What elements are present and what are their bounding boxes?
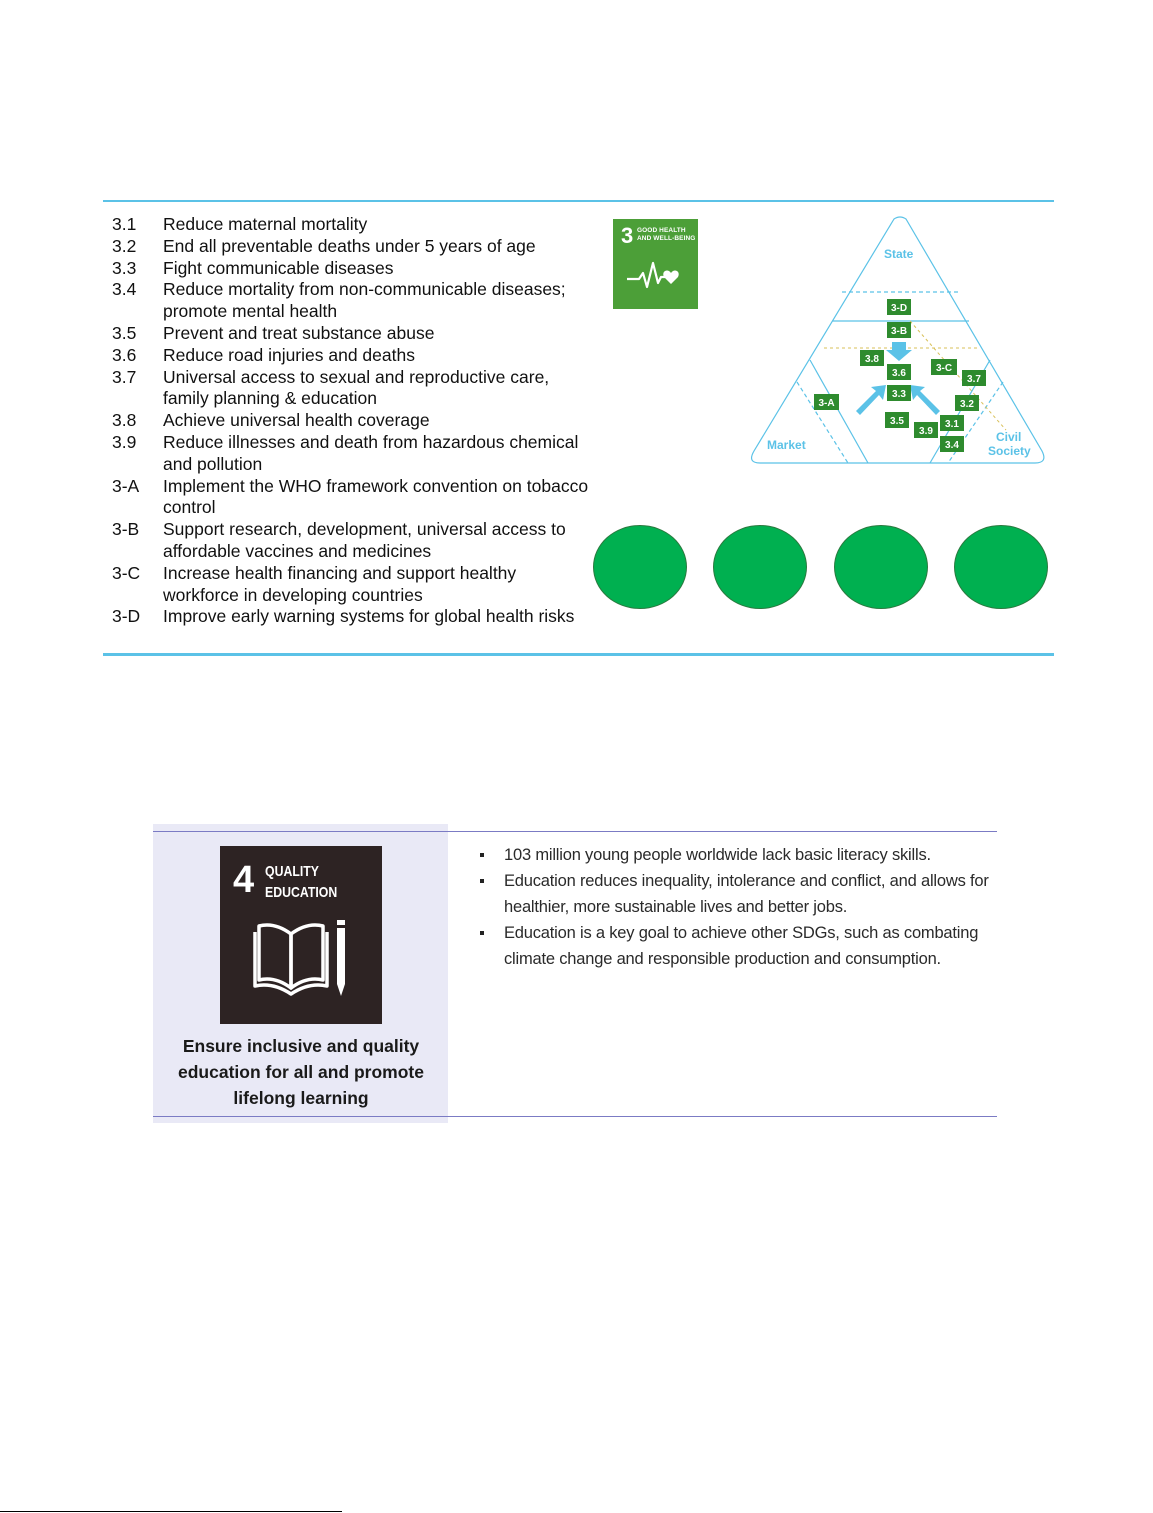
badge-label: 3.4 <box>945 440 959 451</box>
target-code: 3-B <box>112 519 140 540</box>
target-code: 3.3 <box>112 257 137 278</box>
target-item <box>112 279 592 323</box>
badge <box>887 364 911 380</box>
sdg4-fact-list <box>478 842 1003 972</box>
badge-label: 3-B <box>890 326 908 337</box>
badge-label: 3.2 <box>960 399 974 410</box>
badge-label: 3.5 <box>890 416 904 427</box>
badge <box>955 395 979 411</box>
badge-label: 3.9 <box>919 426 933 437</box>
target-code: 3-A <box>112 475 140 496</box>
target-item <box>112 432 592 476</box>
fact-item: Education is a key goal to achieve other SDGs, such as combating climate change and responsible production and consumption. <box>478 920 1003 972</box>
target-item <box>112 214 592 236</box>
civil-label: Civil <box>996 430 1022 444</box>
green-circle <box>834 525 928 609</box>
pyramid-guide <box>910 321 1006 430</box>
sdg3-number: 3 <box>621 223 634 248</box>
arrow-down-icon <box>886 342 912 361</box>
badge-label: 3-D <box>890 303 908 314</box>
society-label: Society <box>988 444 1031 458</box>
target-text: Improve early warning systems for global health risks <box>163 606 575 627</box>
target-text: Support research, development, universal access to affordable vaccines and medicines <box>163 519 566 561</box>
sdg4-title-line2: EDUCATION <box>265 884 338 901</box>
badge <box>887 322 911 338</box>
target-code: 3.6 <box>112 344 137 365</box>
green-circle <box>713 525 807 609</box>
badge-label: 3.1 <box>945 419 959 430</box>
badge <box>940 436 964 452</box>
target-item <box>112 236 592 258</box>
state-label: State <box>884 247 914 261</box>
target-item <box>112 410 592 432</box>
footnote-separator <box>0 1511 342 1512</box>
badge <box>962 370 986 386</box>
heartbeat-icon <box>627 259 685 293</box>
target-badges <box>814 299 986 452</box>
market-label: Market <box>767 438 806 452</box>
target-item <box>112 345 592 367</box>
target-text: Fight communicable diseases <box>163 257 394 278</box>
badge <box>940 415 964 431</box>
target-code: 3.8 <box>112 410 137 431</box>
sdg3-target-list <box>112 214 592 628</box>
target-text: Implement the WHO framework convention on tobacco control <box>163 475 589 518</box>
target-code: 3.7 <box>112 366 137 387</box>
target-code: 3.1 <box>112 214 137 234</box>
sdg4-title-line1: QUALITY <box>265 863 319 880</box>
sdg3-logo-tile <box>613 219 698 309</box>
target-text: Reduce road injuries and deaths <box>163 344 415 365</box>
badge-label: 3.7 <box>967 374 981 385</box>
sdg3-tile-title <box>637 227 695 243</box>
green-circle <box>593 525 687 609</box>
target-text: Reduce maternal mortality <box>163 214 368 234</box>
badge <box>887 299 911 315</box>
book-and-pencil-icon <box>253 918 353 998</box>
target-code: 3.9 <box>112 431 137 452</box>
target-item <box>112 258 592 280</box>
target-item <box>112 323 592 345</box>
state-market-civil-society-pyramid <box>750 215 1050 470</box>
target-text: Reduce mortality from non-communicable diseases; promote mental health <box>163 279 566 322</box>
target-text: Prevent and treat substance abuse <box>163 322 435 343</box>
target-item <box>112 606 592 628</box>
sdg4-bottom-rule <box>153 1116 997 1117</box>
target-code: 3.2 <box>112 235 137 256</box>
target-item <box>112 476 592 520</box>
badge-label: 3.6 <box>892 368 906 379</box>
badge-label: 3-C <box>935 363 953 374</box>
badge <box>885 412 909 428</box>
target-code: 3-D <box>112 606 141 627</box>
badge-label: 3.8 <box>865 354 879 365</box>
target-text: Reduce illnesses and death from hazardous chemical and pollution <box>163 431 579 474</box>
sdg4-number: 4 <box>233 859 255 901</box>
green-circle <box>954 525 1048 609</box>
arrow-up-left-icon <box>910 385 940 415</box>
badge <box>814 394 839 410</box>
target-code: 3.5 <box>112 322 137 343</box>
target-text: Increase health financing and support healthy workforce in developing countries <box>163 562 517 605</box>
fact-item: 103 million young people worldwide lack basic literacy skills. <box>478 842 1003 868</box>
sdg4-top-rule <box>153 831 997 832</box>
badge <box>887 385 911 401</box>
target-code: 3-C <box>112 562 141 583</box>
bottom-divider <box>103 653 1054 656</box>
badge <box>914 422 938 438</box>
badge <box>931 359 957 375</box>
target-text: Universal access to sexual and reproductive care, family planning & education <box>163 366 550 409</box>
badge <box>860 350 884 366</box>
arrow-up-right-icon <box>856 385 886 415</box>
fact-item: Education reduces inequality, intolerance and conflict, and allows for healthier, more sustainable lives and better jobs. <box>478 868 1003 920</box>
target-code: 3.4 <box>112 279 137 300</box>
target-item <box>112 563 592 607</box>
badge-label: 3.3 <box>892 389 906 400</box>
target-text: End all preventable deaths under 5 years of age <box>163 235 536 256</box>
sdg3-title-line2: AND WELL-BEING <box>637 235 696 242</box>
target-item <box>112 367 592 411</box>
badge-label: 3-A <box>818 398 835 409</box>
target-item <box>112 519 592 563</box>
sdg4-logo-tile <box>220 846 382 1024</box>
target-text: Achieve universal health coverage <box>163 410 430 431</box>
sdg4-caption: Ensure inclusive and quality education for all and promote lifelong learning <box>178 1036 424 1108</box>
sdg4-tile-title <box>265 861 337 903</box>
top-divider <box>103 200 1054 202</box>
sdg3-title-line1: GOOD HEALTH <box>637 227 686 234</box>
